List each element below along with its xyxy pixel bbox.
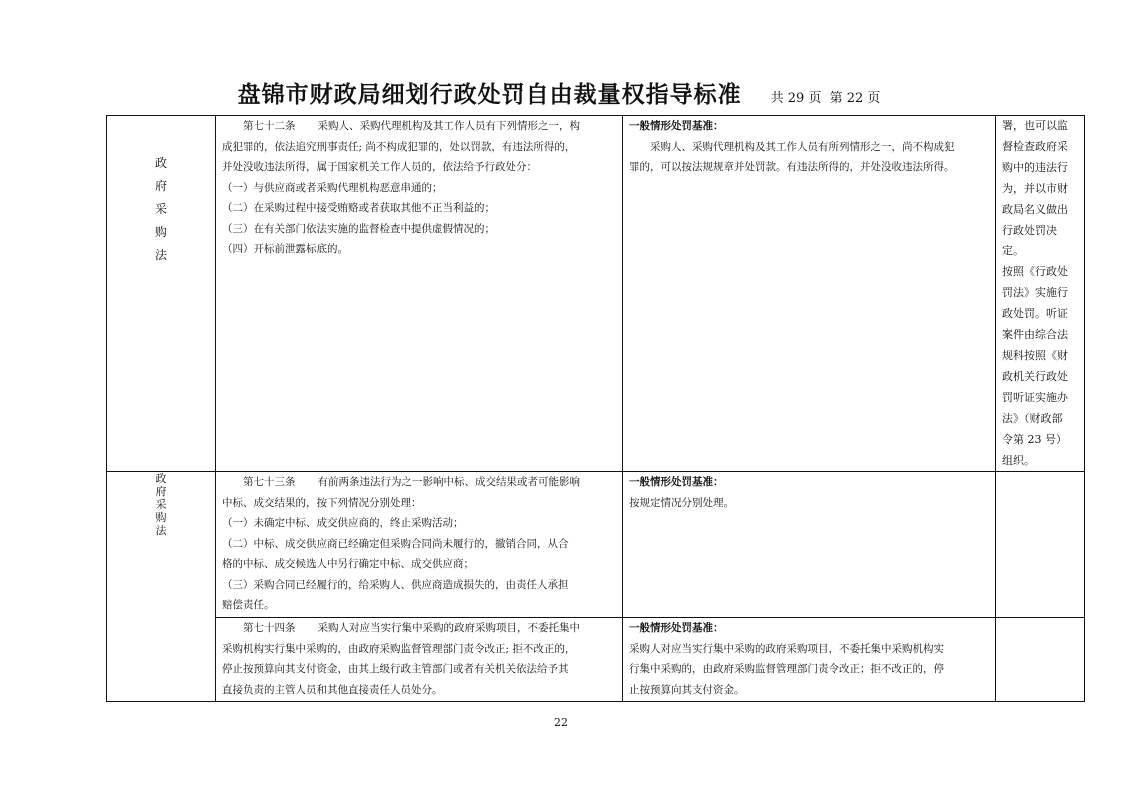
standard-cell: 一般情形处罚基准： 采购人对应当实行集中采购的政府采购项目，不委托集中采购机构实 行集中采购的，由政府采购监督管理部门责令改正；拒不改正的，停 止按预算向其支付资金。 (623, 618, 996, 702)
article-number: 第七十二条 (243, 120, 296, 132)
standard-title: 一般情形处罚基准： (629, 622, 724, 635)
article-number: 第七十四条 (243, 622, 296, 635)
law-name: 政 府 采 购 法 (155, 472, 167, 538)
page-number: 22 (554, 716, 568, 729)
article-cell: 第七十三条 有前两条违法行为之一影响中标、成交结果或者可能影响 中标、成交结果的，按下列情况分别处理： （一）未确定中标、成交供应商的，终止采购活动； （二）中标、成交供应商已经确定但采购合同尚未履行的，撤销合同，从合 格的中标、成交候选人中另行确定中标、成交供应商； （三）采购合同已经履行的，给采购人、供应商造成损失的，由责任人承担 赔偿责任。 (216, 472, 623, 618)
total-pages: 共 29 页 (770, 91, 822, 106)
table-row (107, 472, 1085, 618)
page-info (771, 91, 885, 106)
header (0, 76, 1122, 110)
article-cell: 第七十二条 采购人、采购代理机构及其工作人员有下列情形之一，构 成犯罪的，依法追究刑事责任; 尚不构成犯罪的，处以罚款，有违法所得的， 并处没收违法所得，属于国家机关工作人员的，依法给予行政处分： （一）与供应商或者采购代理机构恶意串通的； （二）在采购过程中接受贿赂或者获取其他不正当利益的； （三）在有关部门依法实施的监督检查中提供虚假情况的； （四）开标前泄露标底的。 (216, 116, 623, 472)
law-name-cell (107, 116, 216, 472)
standard-cell: 一般情形处罚基准： 按规定情况分别处理。 (623, 472, 996, 618)
law-name-cell (107, 472, 216, 702)
table-row (107, 116, 1085, 472)
page-title: 盘锦市财政局细划行政处罚自由裁量权指导标准 (237, 82, 742, 108)
article-number: 第七十三条 (243, 476, 296, 489)
law-name: 政 府 采 购 法 (154, 156, 167, 262)
standard-cell: 一般情形处罚基准： 采购人、采购代理机构及其工作人员有所列情形之一，尚不构成犯 罪的，可以按法规规章并处罚款。有违法所得的，并处没收违法所得。 (623, 116, 996, 472)
page-footer (0, 716, 1122, 729)
note-cell: 署，也可以监 督检查政府采 购中的违法行 为，并以市财 政局名义做出 行政处罚决定。 按照《行政处 罚法》实施行 政处罚。听证 案件由综合法 规科按照《财 政机关行政处 罚听证实施办 法》（财政部 令第 23 号） 组织。 (996, 116, 1085, 472)
note-cell (996, 618, 1085, 702)
standard-title: 一般情形处罚基准： (629, 120, 724, 132)
standard-title: 一般情形处罚基准： (629, 476, 724, 489)
article-cell: 第七十四条 采购人对应当实行集中采购的政府采购项目，不委托集中 采购机构实行集中采购的，由政府采购监督管理部门责令改正; 拒不改正的， 停止按预算向其支付资金，由其上级行政主管部门或者有关机关依法给予其 直接负责的主管人员和其他直接责任人员处分。 (216, 618, 623, 702)
current-page: 第 22 页 (829, 91, 881, 106)
note-cell (996, 472, 1085, 618)
table-row (107, 618, 1085, 702)
standards-table (106, 115, 1085, 702)
